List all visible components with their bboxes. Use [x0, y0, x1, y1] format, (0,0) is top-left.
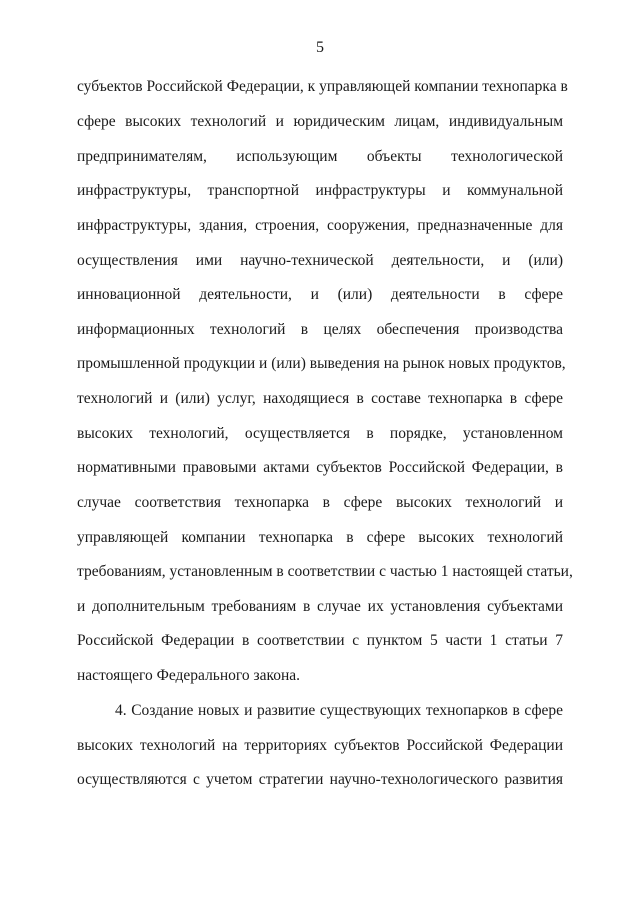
text-line-14: управляющей компании технопарка в сфере высоких технологий — [77, 529, 563, 546]
text-line-3: предпринимателям, использующим объекты технологической — [77, 148, 563, 165]
text-line-1: субъектов Российской Федерации, к управляющей компании технопарка в — [77, 78, 568, 95]
text-line-2: сфере высоких технологий и юридическим лицам, индивидуальным — [77, 113, 563, 130]
text-line-6: осуществления ими научно-технической деятельности, и (или) — [77, 252, 563, 269]
text-line-5: инфраструктуры, здания, строения, сооружения, предназначенные для — [77, 217, 563, 234]
text-line-17: Российской Федерации в соответствии с пунктом 5 части 1 статьи 7 — [77, 632, 563, 649]
text-line-20: высоких технологий на территориях субъектов Российской Федерации — [77, 737, 563, 754]
text-line-19: 4. Создание новых и развитие существующих технопарков в сфере — [115, 702, 563, 719]
text-line-12: нормативными правовыми актами субъектов Российской Федерации, в — [77, 459, 563, 476]
text-line-15: требованиям, установленным в соответствии с частью 1 настоящей статьи, — [77, 563, 573, 580]
text-line-7: инновационной деятельности, и (или) деятельности в сфере — [77, 286, 563, 303]
text-line-10: технологий и (или) услуг, находящиеся в составе технопарка в сфере — [77, 390, 563, 407]
text-line-8: информационных технологий в целях обеспечения производства — [77, 321, 563, 338]
text-line-4: инфраструктуры, транспортной инфраструктуры и коммунальной — [77, 182, 563, 199]
text-line-18: настоящего Федерального закона. — [77, 667, 301, 684]
text-line-21: осуществляются с учетом стратегии научно-технологического развития — [77, 771, 563, 788]
page-number: 5 — [316, 39, 324, 56]
text-line-13: случае соответствия технопарка в сфере высоких технологий и — [77, 494, 563, 511]
text-line-9: промышленной продукции и (или) выведения на рынок новых продуктов, — [77, 355, 566, 372]
text-line-16: и дополнительным требованиям в случае их установления субъектами — [77, 598, 563, 615]
text-line-11: высоких технологий, осуществляется в порядке, установленном — [77, 425, 563, 442]
